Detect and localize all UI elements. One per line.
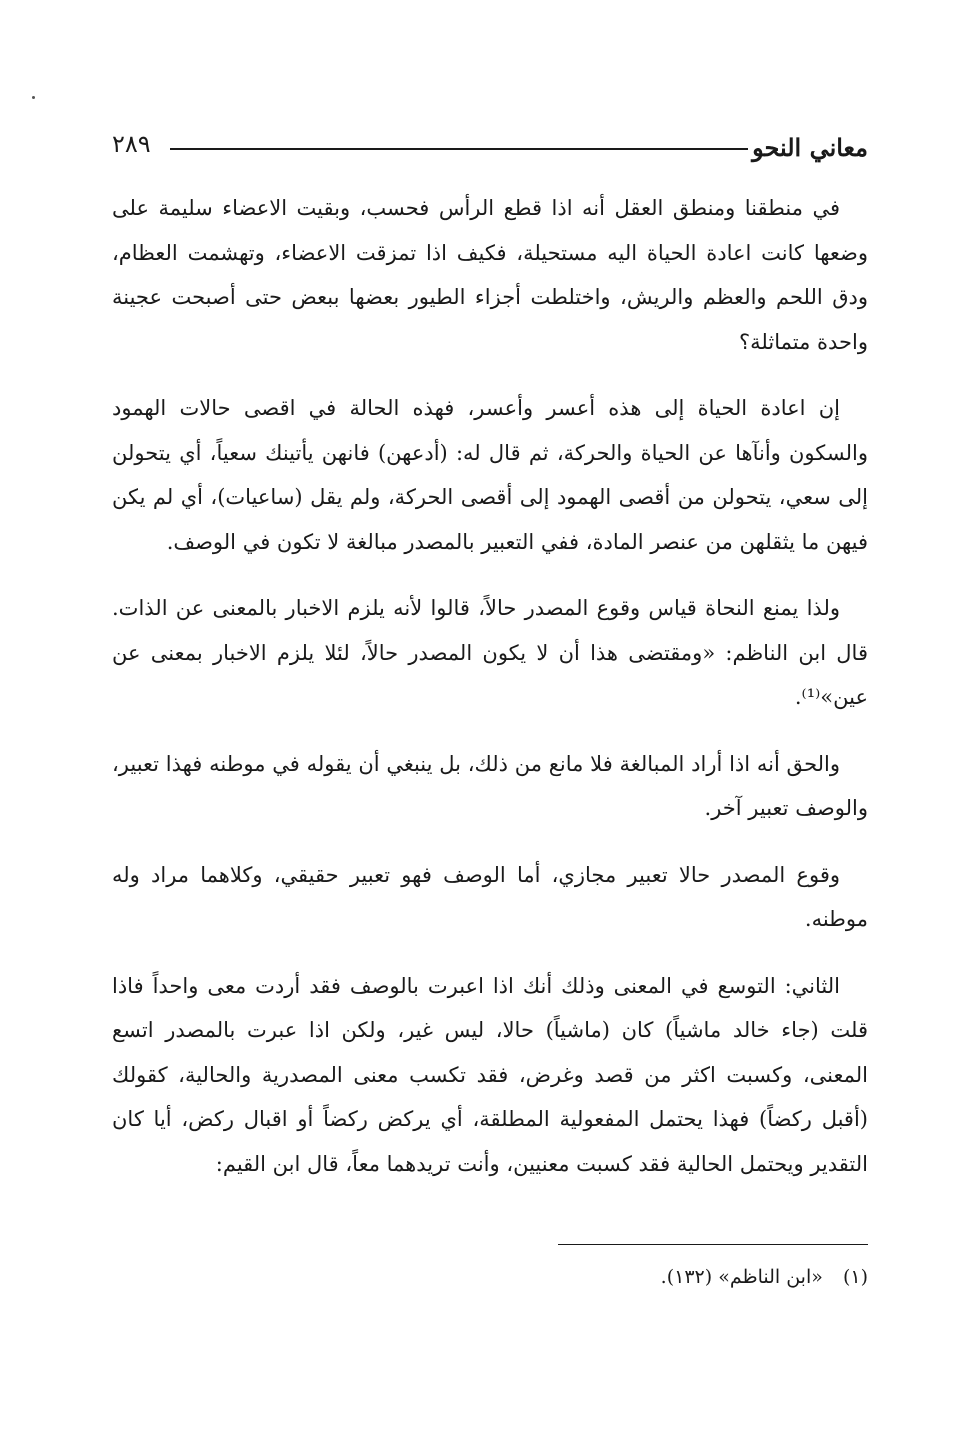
footnote	[112, 1262, 868, 1292]
body-text	[112, 186, 868, 1208]
page-number: ٢٨٩	[112, 130, 151, 158]
paragraph-4: والحق أنه اذا أراد المبالغة فلا مانع من ذلك، بل ينبغي أن يقوله في موطنه فهذا تعبير، والوصف تعبير آخر.	[112, 751, 868, 820]
paragraph-5: وقوع المصدر حالا تعبير مجازي، أما الوصف فهو تعبير حقيقي، وكلاهما مراد وله موطنه.	[112, 862, 868, 931]
paragraph-1: في منطقنا ومنطق العقل أنه اذا قطع الرأس فحسب، وبقيت الاعضاء سليمة على وضعها كانت اعادة الحياة اليه مستحيلة، فكيف اذا تمزقت الاعضاء، وتهشمت العظام، ودق اللحم والعظم والريش، واختلطت أجزاء الطيور بعضها ببعض حتى أصبحت عجينة واحدة متماثلة؟	[112, 196, 868, 354]
paragraph-6: الثاني: التوسع في المعنى وذلك أنك اذا اعبرت بالوصف فقد أردت معى واحداً فاذا قلت (جاء خالد ماشياً) كان (ماشياً) حالا، ليس غير، ولكن اذا عبرت بالمصدر اتسع المعنى، وكسبت اكثر من قصد وغرض، فقد تكسب معنى المصدرية والحالية، كقولك (أقبل ركضاً) فهذا يحتمل المفعولية المطلقة، أي يركض ركضاً أو اقبال ركض، أيا كان التقدير ويحتمل الحالية فقد كسبت معنيين، وأنت تريدهما معاً، قال ابن القيم:	[112, 973, 868, 1176]
footnote-marker: (١)	[842, 1266, 868, 1288]
footnote-rule	[558, 1244, 868, 1245]
footnote-text: «ابن الناظم» (١٣٢).	[660, 1266, 823, 1288]
running-title: معاني النحو	[752, 133, 868, 162]
header-rule	[170, 148, 748, 150]
scan-speck	[32, 96, 35, 99]
paragraph-3: ولذا يمنع النحاة قياس وقوع المصدر حالاً، قالوا لأنه يلزم الاخبار بالمعنى عن الذات. قال ابن الناظم: «ومقتضى هذا أن لا يكون المصدر حالاً، لئلا يلزم الاخبار بمعنى عن عين»⁽¹⁾.	[112, 596, 868, 709]
paragraph-2: إن اعادة الحياة إلى هذه أعسر وأعسر، فهذه الحالة في اقصى حالات الهمود والسكون وأنآها عن الحياة والحركة، ثم قال له: (أدعهن) فانهن يأتينك سعياً، أي يتحولن إلى سعي، يتحولن من أقصى الهمود إلى أقصى الحركة، ولم يقل (ساعيات)، أي لم يكن فيهن ما يثقلهن من عنصر المادة، ففي التعبير بالمصدر مبالغة لا تكون في الوصف.	[112, 396, 868, 554]
page-header	[112, 128, 868, 168]
